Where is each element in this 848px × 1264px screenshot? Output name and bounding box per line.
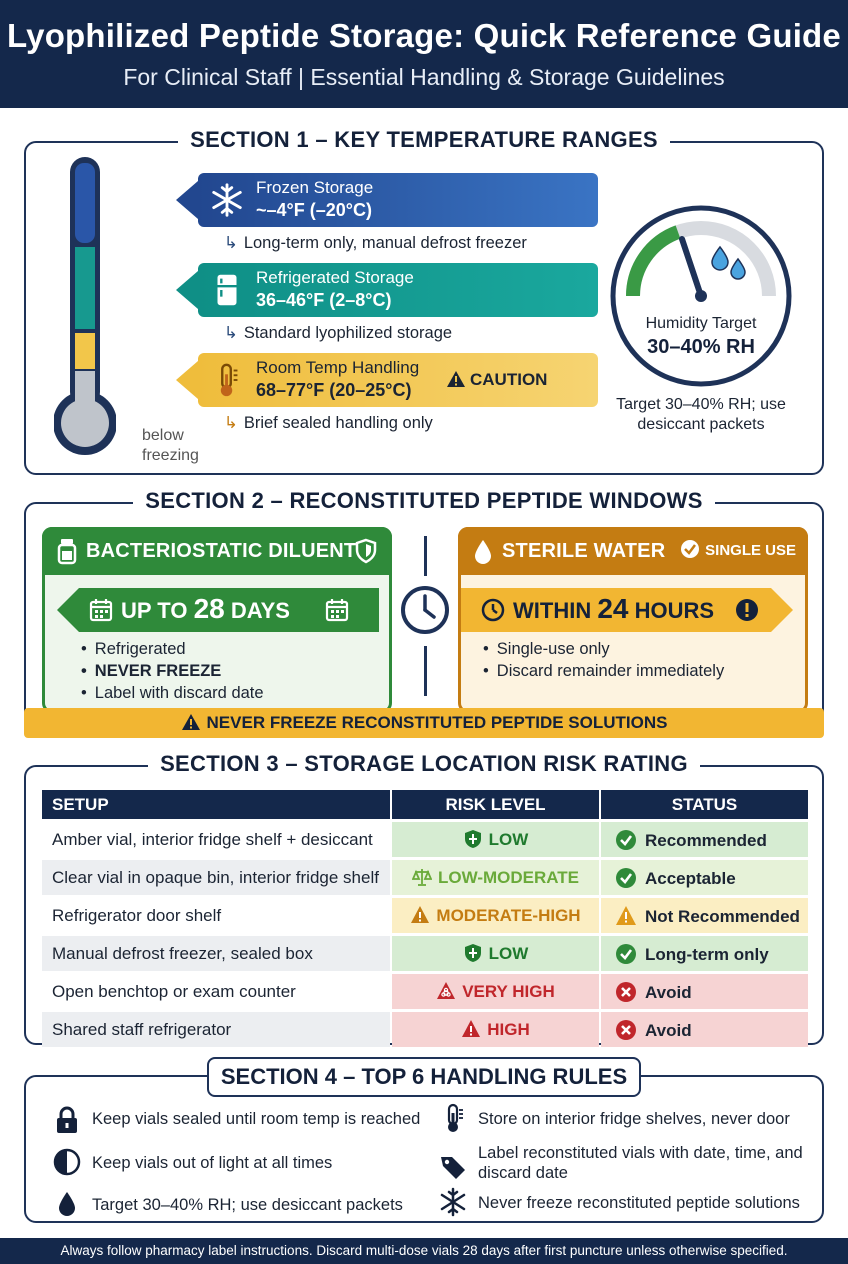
divider-line [424,536,427,576]
warning-icon [461,1019,481,1039]
snowflake-icon [438,1187,468,1217]
risk-level-text: LOW [488,830,529,849]
card-title: BACTERIOSTATIC DILUENT [86,540,357,562]
divider-line [424,646,427,696]
risk-level-text: MODERATE-HIGH [436,906,581,925]
thermometer-icon [208,360,246,400]
status-text: Recommended [645,830,767,850]
thermometer-graphic [54,157,116,457]
list-item: • Discard remainder immediately [483,660,724,682]
risk-cell [392,822,599,857]
risk-table [40,787,810,1050]
shield-icon [463,943,483,963]
band-value: ~–4°F (–20°C) [256,200,372,220]
risk-level-text: LOW [488,944,529,963]
section-reconstituted-windows [24,488,824,734]
humidity-note: Target 30–40% RH; use desiccant packets [616,396,786,433]
bacteriostatic-card [42,527,392,713]
bacteriostatic-list [81,638,264,704]
fridge-icon [208,270,246,310]
status-cell [601,898,808,933]
band-value: 36–46°F (2–8°C) [256,290,392,310]
clock-icon [399,584,451,636]
table-row [42,898,808,933]
status-cell [601,1012,808,1047]
risk-level-text: VERY HIGH [462,982,555,1001]
list-item: • Single-use only [483,638,724,660]
table-row [42,936,808,971]
list-item: • Refrigerated [81,638,264,660]
section-2-title: SECTION 2 – RECONSTITUTED PEPTIDE WINDOWS [133,488,714,513]
window-duration: UP TO 28 DAYS [57,588,379,632]
page-title: Lyophilized Peptide Storage: Quick Reference Guide [7,17,841,54]
lock-icon [52,1105,82,1135]
calendar-icon [325,598,349,622]
risk-cell [392,974,599,1009]
setup-cell: Open benchtop or exam counter [42,974,390,1009]
alert-icon [735,598,759,622]
setup-cell: Clear vial in opaque bin, interior fridge shelf [42,860,390,895]
warning-icon [615,905,637,927]
section-temperature-ranges [24,127,824,475]
warning-icon [181,713,201,731]
shield-icon [354,538,378,564]
status-text: Acceptable [645,868,736,888]
card-title: STERILE WATER [502,540,666,562]
setup-cell: Shared staff refrigerator [42,1012,390,1047]
shield-icon [463,829,483,849]
page-header [0,0,848,108]
sterile-list [483,638,724,682]
risk-cell [392,1012,599,1047]
table-header-row [42,790,808,819]
footer-note: Always follow pharmacy label instructions. Discard multi-dose vials 28 days after first puncture unless otherwise specified. [0,1238,848,1264]
half-circle-icon [52,1147,82,1177]
check-circle-icon [615,943,637,965]
below-freezing-label: below freezing [142,427,199,464]
check-circle-icon [615,829,637,851]
snowflake-icon [208,180,246,220]
scale-icon [412,867,432,887]
humidity-title: Humidity Target [645,315,757,332]
status-text: Avoid [645,1020,692,1040]
thermometer-icon [438,1103,468,1133]
page-subtitle: For Clinical Staff | Essential Handling & Storage Guidelines [123,64,725,90]
band-note: ↳ Brief sealed handling only [224,414,433,432]
droplet-icon [52,1189,82,1219]
never-freeze-warning: NEVER FREEZE RECONSTITUTED PEPTIDE SOLUTIONS [24,708,824,738]
check-circle-icon [680,539,700,559]
warning-icon [410,905,430,925]
band-label: Refrigerated Storage [256,268,414,287]
humidity-value: 30–40% RH [647,336,755,358]
refrigerated-storage-band [198,263,598,317]
caution-badge: CAUTION [446,370,547,390]
card-header [42,527,392,575]
column-header: RISK LEVEL [392,790,599,819]
biohazard-icon [436,981,456,1001]
status-text: Long-term only [645,944,769,964]
frozen-storage-band [198,173,598,227]
sterile-water-card [458,527,808,713]
status-text: Not Recommended [645,906,800,926]
status-text: Avoid [645,982,692,1002]
humidity-gauge [608,203,794,389]
risk-cell [392,936,599,971]
tag-icon [438,1151,468,1181]
window-duration: WITHIN 24 HOURS [461,588,793,632]
risk-level-text: HIGH [487,1020,530,1039]
column-header: STATUS [601,790,808,819]
single-use-badge: SINGLE USE [680,539,796,559]
x-circle-icon [615,981,637,1003]
status-cell [601,860,808,895]
risk-cell [392,860,599,895]
x-circle-icon [615,1019,637,1041]
status-cell [601,974,808,1009]
band-label: Room Temp Handling [256,358,420,377]
setup-cell: Amber vial, interior fridge shelf + desiccant [42,822,390,857]
calendar-icon [89,598,113,622]
table-row [42,974,808,1009]
band-label: Frozen Storage [256,178,374,197]
room-temp-band [198,353,598,407]
setup-cell: Manual defrost freezer, sealed box [42,936,390,971]
droplet-icon [470,537,496,565]
card-header [458,527,808,575]
section-4-title: SECTION 4 – TOP 6 HANDLING RULES [207,1057,641,1097]
band-value: 68–77°F (20–25°C) [256,380,412,400]
clock-icon [481,598,505,622]
setup-cell: Refrigerator door shelf [42,898,390,933]
table-row [42,1012,808,1047]
section-handling-rules: SECTION 4 – TOP 6 HANDLING RULES Keep vials sealed until room temp is reached Store on interior fridge shelves, never door Keep vials out of light at all times Label reconstituted vials with date, time, and discard date Target 30–40% RH; use desiccant packets Never freeze reconstituted peptide solutions [24,1075,824,1223]
table-row [42,822,808,857]
band-note: ↳ Standard lyophilized storage [224,324,453,342]
section-1-title: SECTION 1 – KEY TEMPERATURE RANGES [178,127,670,152]
risk-level-text: LOW-MODERATE [438,868,579,887]
vial-icon [54,537,80,565]
status-cell [601,936,808,971]
section-3-title: SECTION 3 – STORAGE LOCATION RISK RATING [148,751,700,776]
check-circle-icon [615,867,637,889]
list-item: • Label with discard date [81,682,264,704]
risk-cell [392,898,599,933]
warning-icon [446,370,466,388]
section-risk-rating [24,751,824,1045]
status-cell [601,822,808,857]
list-item: • NEVER FREEZE [81,660,264,682]
band-note: ↳ Long-term only, manual defrost freezer [224,234,527,252]
column-header: SETUP [42,790,390,819]
table-row [42,860,808,895]
